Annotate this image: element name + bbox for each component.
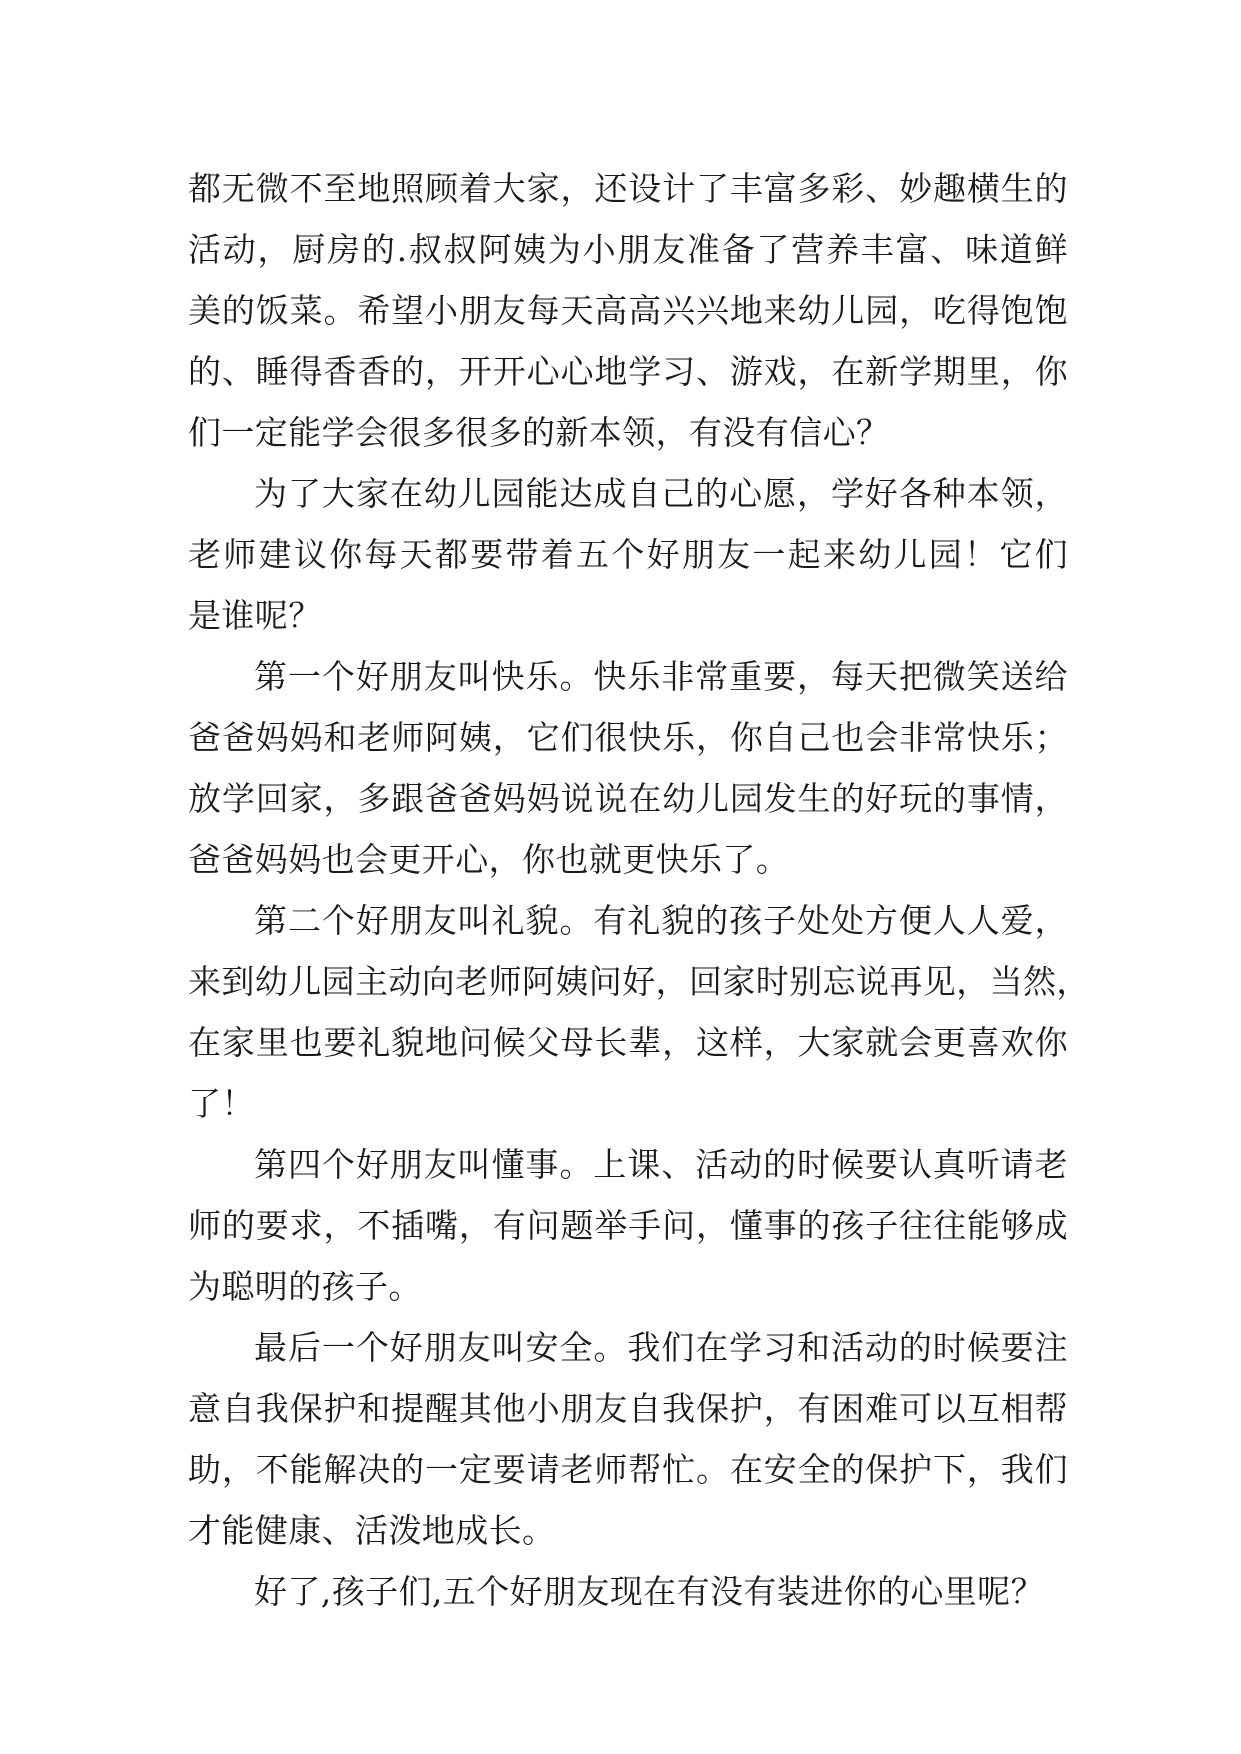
text-line: 放学回家，多跟爸爸妈妈说说在幼儿园发生的好玩的事情，	[188, 779, 1068, 818]
text-line: 是谁呢？	[188, 596, 322, 635]
paragraph-first-line: 第二个好朋友叫礼貌。有礼貌的孩子处处方便人人爱，	[254, 901, 1068, 940]
text-line: 美的饭菜。希望小朋友每天高高兴兴地来幼儿园，吃得饱饱	[188, 291, 1068, 330]
text-line: 为聪明的孩子。	[188, 1267, 422, 1306]
text-line: 才能健康、活泼地成长。	[188, 1511, 556, 1550]
text-line: 老师建议你每天都要带着五个好朋友一起来幼儿园！它们	[188, 535, 1068, 574]
paragraph-first-line: 第一个好朋友叫快乐。快乐非常重要，每天把微笑送给	[254, 657, 1068, 696]
text-line: 们一定能学会很多很多的新本领，有没有信心？	[188, 413, 890, 452]
paragraph-first-line: 好了,孩子们,五个好朋友现在有没有装进你的心里呢？	[254, 1572, 1044, 1611]
paragraph-first-line: 为了大家在幼儿园能达成自己的心愿，学好各种本领，	[254, 474, 1068, 513]
text-line: 意自我保护和提醒其他小朋友自我保护，有困难可以互相帮	[188, 1389, 1068, 1428]
text-line: 都无微不至地照顾着大家，还设计了丰富多彩、妙趣横生的	[188, 169, 1068, 208]
body-text	[188, 158, 1090, 1622]
text-line: 活动，厨房的.叔叔阿姨为小朋友准备了营养丰富、味道鲜	[188, 230, 1068, 269]
text-line: 爸爸妈妈和老师阿姨，它们很快乐，你自己也会非常快乐；	[188, 718, 1068, 757]
text-line: 在家里也要礼貌地问候父母长辈，这样，大家就会更喜欢你	[188, 1023, 1068, 1062]
text-line: 来到幼儿园主动向老师阿姨问好，回家时别忘说再见，当然，	[188, 962, 1090, 1001]
text-line: 助，不能解决的一定要请老师帮忙。在安全的保护下，我们	[188, 1450, 1068, 1489]
text-line: 的、睡得香香的，开开心心地学习、游戏，在新学期里，你	[188, 352, 1068, 391]
text-line: 师的要求，不插嘴，有问题举手问，懂事的孩子往往能够成	[188, 1206, 1068, 1245]
text-line: 爸爸妈妈也会更开心，你也就更快乐了。	[188, 840, 790, 879]
text-line: 了！	[188, 1084, 255, 1123]
paragraph-first-line: 最后一个好朋友叫安全。我们在学习和活动的时候要注	[254, 1328, 1068, 1367]
paragraph-first-line: 第四个好朋友叫懂事。上课、活动的时候要认真听请老	[254, 1145, 1068, 1184]
